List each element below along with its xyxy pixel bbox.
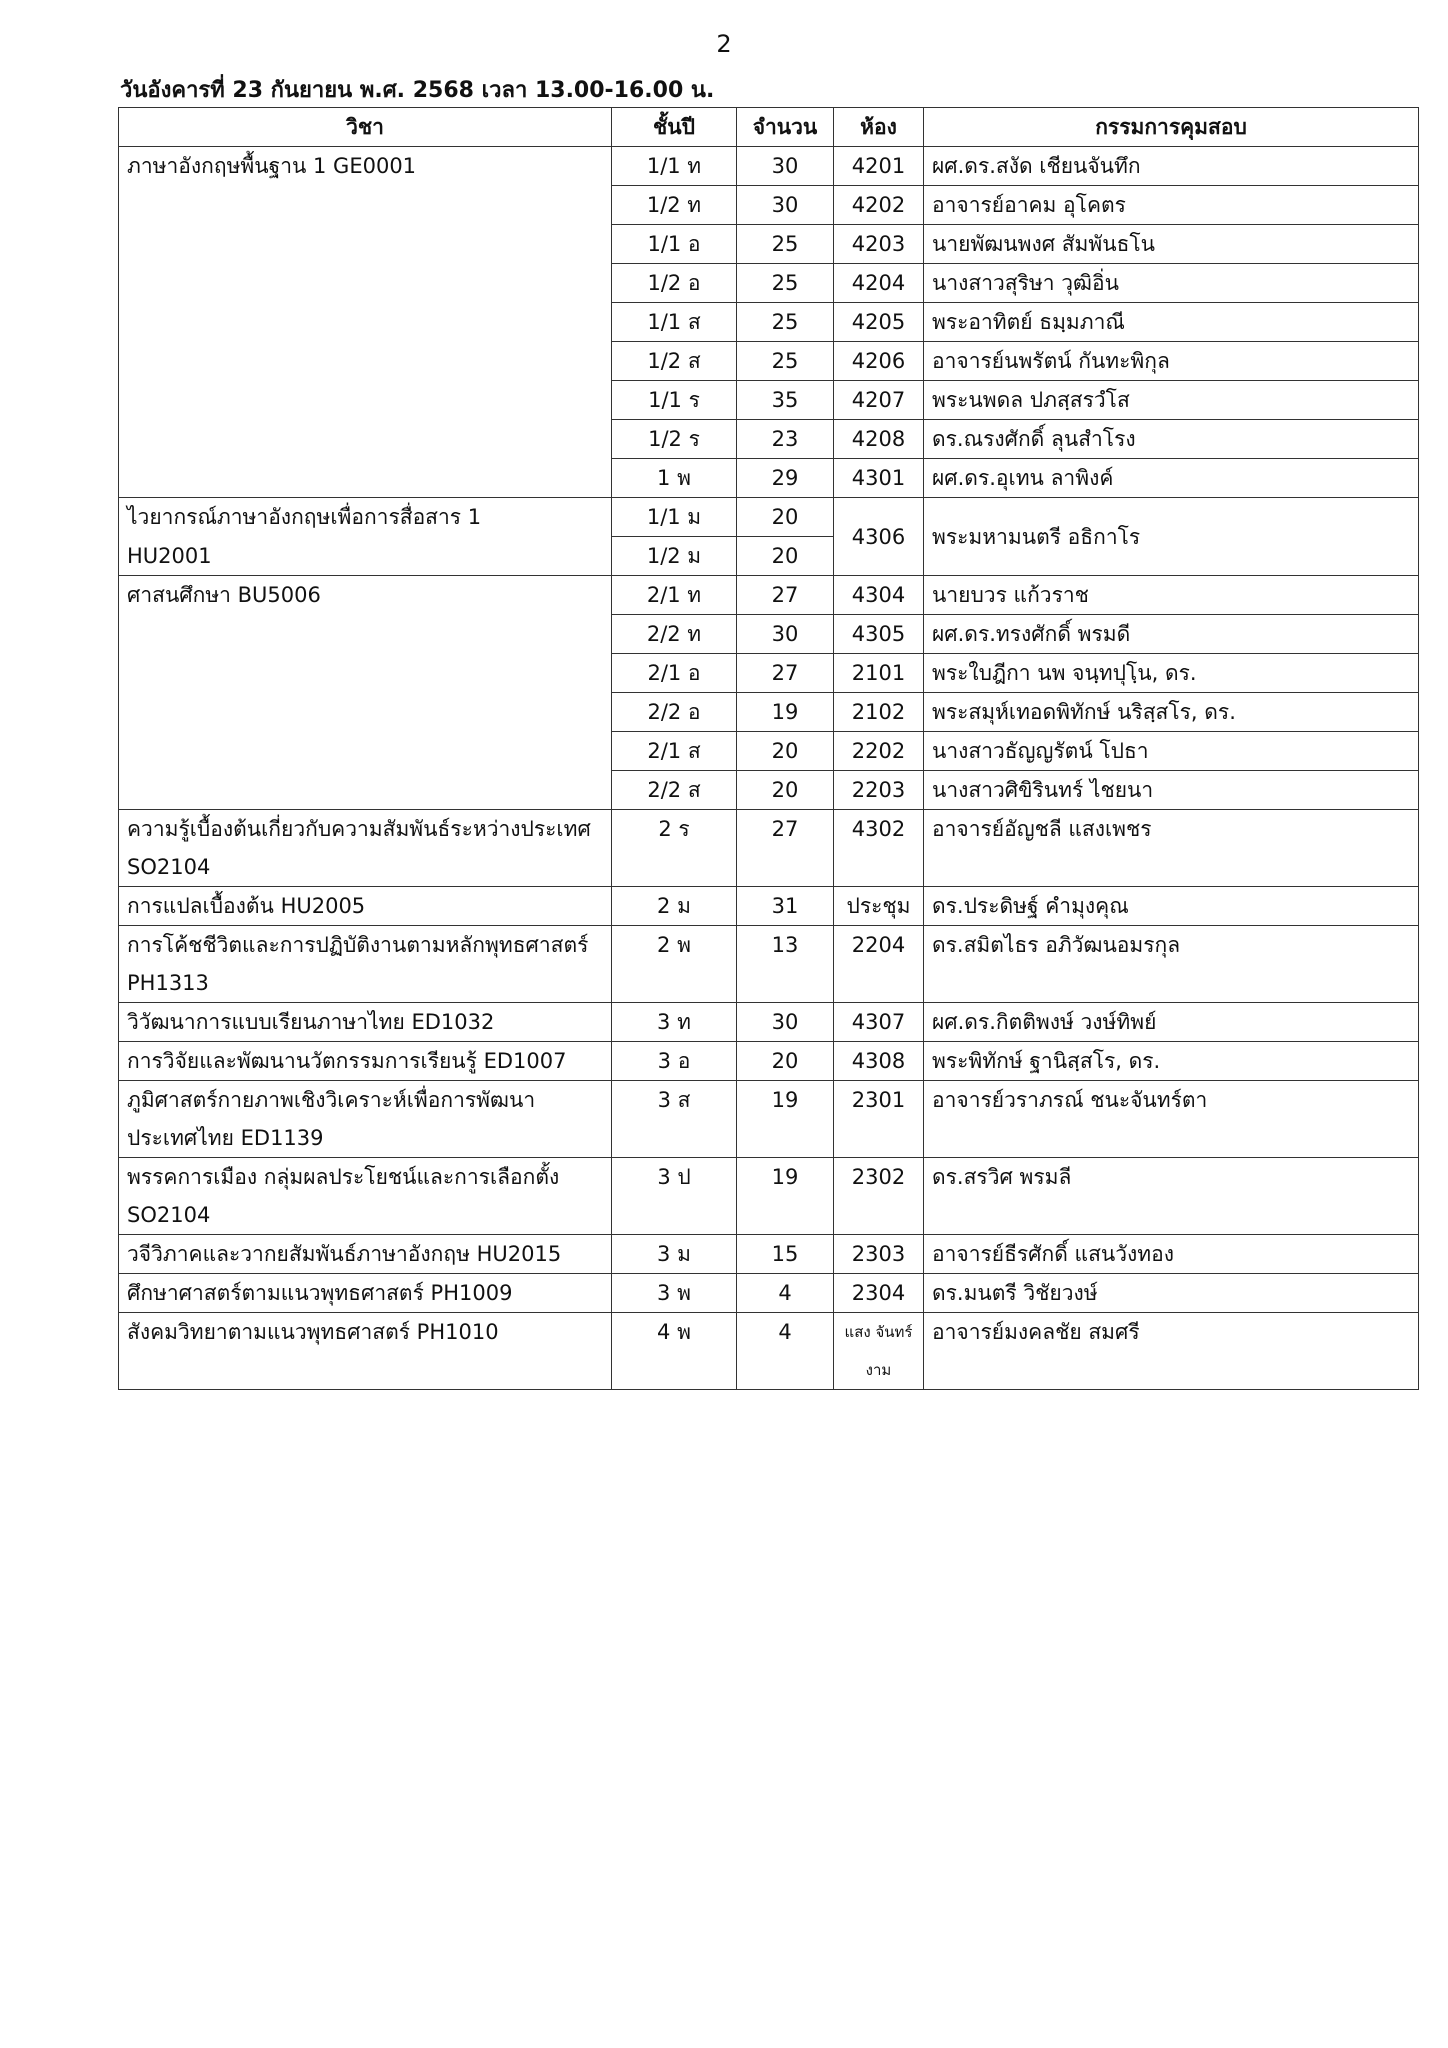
- level-cell: 2/2 อ: [612, 693, 737, 732]
- room-cell: 4301: [834, 459, 924, 498]
- count-cell: 13: [737, 926, 834, 1003]
- room-cell: 4307: [834, 1003, 924, 1042]
- room-cell: 4205: [834, 303, 924, 342]
- room-cell: 4208: [834, 420, 924, 459]
- proctor-cell: อาจารย์ธีรศักดิ์ แสนวังทอง: [924, 1235, 1419, 1274]
- count-cell: 15: [737, 1235, 834, 1274]
- level-cell: 3 ท: [612, 1003, 737, 1042]
- table-row: [119, 887, 1419, 926]
- header-level: ชั้นปี: [612, 108, 737, 147]
- proctor-cell: ดร.ประดิษฐ์ คำมุงคุณ: [924, 887, 1419, 926]
- count-cell: 35: [737, 381, 834, 420]
- subject-cell: ศาสนศึกษา BU5006: [119, 576, 612, 810]
- count-cell: 25: [737, 303, 834, 342]
- level-cell: 3 ม: [612, 1235, 737, 1274]
- count-cell: 4: [737, 1313, 834, 1390]
- level-cell: 1/1 ท: [612, 147, 737, 186]
- subject-cell-continued: HU2001: [119, 537, 612, 576]
- room-cell: 2304: [834, 1274, 924, 1313]
- proctor-cell: อาจารย์อัญชลี แสงเพชร: [924, 810, 1419, 887]
- subject-cell: ภูมิศาสตร์กายภาพเชิงวิเคราะห์เพื่อการพัฒนาประเทศไทย ED1139: [119, 1081, 612, 1158]
- count-cell: 25: [737, 264, 834, 303]
- proctor-cell: นางสาวธัญญรัตน์ โปธา: [924, 732, 1419, 771]
- table-row: [119, 1274, 1419, 1313]
- header-proctor: กรรมการคุมสอบ: [924, 108, 1419, 147]
- count-cell: 25: [737, 225, 834, 264]
- room-cell: แสง จันทร์งาม: [834, 1313, 924, 1390]
- proctor-cell: อาจารย์นพรัตน์ กันทะพิกุล: [924, 342, 1419, 381]
- level-cell: 1/2 ท: [612, 186, 737, 225]
- proctor-cell: พระใบฎีกา นพ จนฺทปุโฺน, ดร.: [924, 654, 1419, 693]
- count-cell: 20: [737, 498, 834, 537]
- room-cell: 2203: [834, 771, 924, 810]
- level-cell: 2/2 ส: [612, 771, 737, 810]
- level-cell: 2 ม: [612, 887, 737, 926]
- page-number: 2: [716, 30, 732, 58]
- room-cell: 2202: [834, 732, 924, 771]
- level-cell: 2/1 ท: [612, 576, 737, 615]
- level-cell: 2 ร: [612, 810, 737, 887]
- room-cell: 2302: [834, 1158, 924, 1235]
- proctor-cell: นางสาวศิขิรินทร์ ไชยนา: [924, 771, 1419, 810]
- level-cell: 1 พ: [612, 459, 737, 498]
- level-cell: 1/1 ร: [612, 381, 737, 420]
- room-cell: ประชุม: [834, 887, 924, 926]
- table-header-row: [119, 108, 1419, 147]
- level-cell: 1/2 ร: [612, 420, 737, 459]
- table-row: [119, 147, 1419, 186]
- proctor-cell: ผศ.ดร.สงัด เชียนจันทึก: [924, 147, 1419, 186]
- proctor-cell: พระสมุห์เทอดพิทักษ์ นริสฺสโร, ดร.: [924, 693, 1419, 732]
- table-row: [119, 1158, 1419, 1235]
- proctor-cell: ดร.สมิตไธร อภิวัฒนอมรกุล: [924, 926, 1419, 1003]
- header-room: ห้อง: [834, 108, 924, 147]
- room-cell: 2101: [834, 654, 924, 693]
- count-cell: 19: [737, 1158, 834, 1235]
- level-cell: 3 พ: [612, 1274, 737, 1313]
- proctor-cell: พระอาทิตย์ ธมฺมภาณี: [924, 303, 1419, 342]
- level-cell: 1/1 ส: [612, 303, 737, 342]
- level-cell: 3 ส: [612, 1081, 737, 1158]
- proctor-cell: ดร.มนตรี วิชัยวงษ์: [924, 1274, 1419, 1313]
- table-row: [119, 810, 1419, 887]
- table-row: [119, 926, 1419, 1003]
- level-cell: 4 พ: [612, 1313, 737, 1390]
- proctor-cell: อาจารย์มงคลชัย สมศรี: [924, 1313, 1419, 1390]
- proctor-cell: ดร.สรวิศ พรมลี: [924, 1158, 1419, 1235]
- proctor-cell: นายพัฒนพงศ สัมพันธโน: [924, 225, 1419, 264]
- level-cell: 2/2 ท: [612, 615, 737, 654]
- room-cell: 4302: [834, 810, 924, 887]
- room-cell: 4206: [834, 342, 924, 381]
- room-cell: 4308: [834, 1042, 924, 1081]
- level-cell: 2/1 ส: [612, 732, 737, 771]
- table-row: [119, 1235, 1419, 1274]
- count-cell: 31: [737, 887, 834, 926]
- count-cell: 27: [737, 576, 834, 615]
- proctor-cell: พระนพดล ปภสฺสรวํโส: [924, 381, 1419, 420]
- room-cell: 2303: [834, 1235, 924, 1274]
- count-cell: 20: [737, 732, 834, 771]
- count-cell: 30: [737, 1003, 834, 1042]
- proctor-cell: พระมหามนตรี อธิกาโร: [924, 498, 1419, 576]
- count-cell: 19: [737, 693, 834, 732]
- table-row: [119, 1003, 1419, 1042]
- count-cell: 19: [737, 1081, 834, 1158]
- subject-cell: การโค้ชชีวิตและการปฏิบัติงานตามหลักพุทธศาสตร์ PH1313: [119, 926, 612, 1003]
- count-cell: 30: [737, 615, 834, 654]
- proctor-cell: นายบวร แก้วราช: [924, 576, 1419, 615]
- proctor-cell: ผศ.ดร.กิตติพงษ์ วงษ์ทิพย์: [924, 1003, 1419, 1042]
- count-cell: 27: [737, 654, 834, 693]
- level-cell: 1/2 ม: [612, 537, 737, 576]
- room-cell: 2301: [834, 1081, 924, 1158]
- level-cell: 3 ป: [612, 1158, 737, 1235]
- subject-cell: การวิจัยและพัฒนานวัตกรรมการเรียนรู้ ED1007: [119, 1042, 612, 1081]
- table-row: [119, 576, 1419, 615]
- count-cell: 30: [737, 147, 834, 186]
- proctor-cell: พระพิทักษ์ ฐานิสฺสโร, ดร.: [924, 1042, 1419, 1081]
- subject-cell: ภาษาอังกฤษพื้นฐาน 1 GE0001: [119, 147, 612, 498]
- count-cell: 29: [737, 459, 834, 498]
- proctor-cell: ผศ.ดร.อุเทน ลาพิงค์: [924, 459, 1419, 498]
- proctor-cell: อาจารย์วราภรณ์ ชนะจันทร์ตา: [924, 1081, 1419, 1158]
- level-cell: 1/1 อ: [612, 225, 737, 264]
- level-cell: 2/1 อ: [612, 654, 737, 693]
- level-cell: 3 อ: [612, 1042, 737, 1081]
- table-row: [119, 1042, 1419, 1081]
- level-cell: 2 พ: [612, 926, 737, 1003]
- room-cell: 4202: [834, 186, 924, 225]
- header-subject: วิชา: [119, 108, 612, 147]
- count-cell: 25: [737, 342, 834, 381]
- level-cell: 1/1 ม: [612, 498, 737, 537]
- room-cell: 4304: [834, 576, 924, 615]
- proctor-cell: อาจารย์อาคม อุโคตร: [924, 186, 1419, 225]
- level-cell: 1/2 ส: [612, 342, 737, 381]
- subject-cell: ไวยากรณ์ภาษาอังกฤษเพื่อการสื่อสาร 1: [119, 498, 612, 537]
- subject-cell: วจีวิภาคและวากยสัมพันธ์ภาษาอังกฤษ HU2015: [119, 1235, 612, 1274]
- subject-cell: พรรคการเมือง กลุ่มผลประโยชน์และการเลือกตั้ง SO2104: [119, 1158, 612, 1235]
- room-cell: 4204: [834, 264, 924, 303]
- subject-cell: สังคมวิทยาตามแนวพุทธศาสตร์ PH1010: [119, 1313, 612, 1390]
- subject-cell: วิวัฒนาการแบบเรียนภาษาไทย ED1032: [119, 1003, 612, 1042]
- count-cell: 20: [737, 771, 834, 810]
- table-row: [119, 1081, 1419, 1158]
- room-cell: 4203: [834, 225, 924, 264]
- proctor-cell: นางสาวสุริษา วุฒิอิ่น: [924, 264, 1419, 303]
- subject-cell: ศึกษาศาสตร์ตามแนวพุทธศาสตร์ PH1009: [119, 1274, 612, 1313]
- subject-cell: ความรู้เบื้องต้นเกี่ยวกับความสัมพันธ์ระหว่างประเทศ SO2104: [119, 810, 612, 887]
- proctor-cell: ผศ.ดร.ทรงศักดิ์ พรมดี: [924, 615, 1419, 654]
- count-cell: 20: [737, 537, 834, 576]
- room-cell: 4207: [834, 381, 924, 420]
- room-cell: 4306: [834, 498, 924, 576]
- header-count: จำนวน: [737, 108, 834, 147]
- count-cell: 4: [737, 1274, 834, 1313]
- count-cell: 20: [737, 1042, 834, 1081]
- proctor-cell: ดร.ณรงศักดิ์ ลุนสำโรง: [924, 420, 1419, 459]
- table-row: [119, 1313, 1419, 1390]
- count-cell: 23: [737, 420, 834, 459]
- room-cell: 4305: [834, 615, 924, 654]
- exam-schedule-table: [118, 107, 1419, 1390]
- room-cell: 2204: [834, 926, 924, 1003]
- room-cell: 4201: [834, 147, 924, 186]
- subject-cell: การแปลเบื้องต้น HU2005: [119, 887, 612, 926]
- count-cell: 27: [737, 810, 834, 887]
- table-row: [119, 498, 1419, 537]
- count-cell: 30: [737, 186, 834, 225]
- room-cell: 2102: [834, 693, 924, 732]
- level-cell: 1/2 อ: [612, 264, 737, 303]
- exam-date-time: วันอังคารที่ 23 กันยายน พ.ศ. 2568 เวลา 13.00-16.00 น.: [120, 78, 715, 103]
